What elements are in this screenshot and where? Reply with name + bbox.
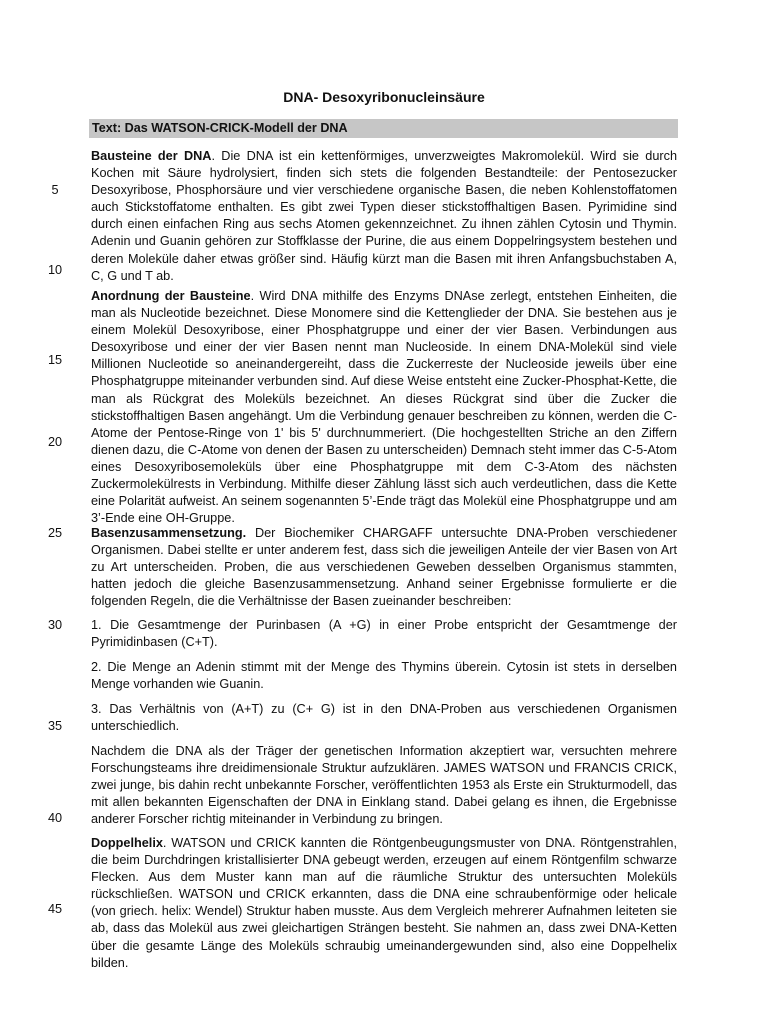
paragraph-basenzusammensetzung: [91, 525, 677, 610]
rule-3: [91, 701, 677, 735]
paragraph-heading: Basenzusammensetzung.: [91, 526, 247, 540]
paragraph-heading: Bausteine der DNA: [91, 149, 212, 163]
line-number: 30: [47, 618, 63, 632]
paragraph-bausteine: [91, 148, 677, 285]
line-number: 40: [47, 811, 63, 825]
paragraph-heading-suffix: .: [211, 149, 215, 163]
paragraph-text: Der Biochemiker CHARGAFF untersuchte DNA-Proben verschiedener Organismen. Dabei stellte er unter anderem fest, dass sich die jeweiligen Anteile der vier Basen von Art zu Art unterscheiden. Proben, die aus verschiedenen Geweben desselben Organismus stammten, hatten jedoch die gleiche Basenzusammensetzung. Anhand seiner Ergebnisse formulierte er die folgenden Regeln, die die Verhältnisse der Basen zueinander beschreiben:: [91, 526, 677, 609]
paragraph-text: Wird DNA mithilfe des Enzyms DNAse zerlegt, entstehen Einheiten, die man als Nucleotide bezeichnet. Diese Monomere sind die Kettenglieder der DNA. Sie bestehen aus je einem Molekül Desoxyribose, einer Phosphatgruppe und einer der vier Basen. Verbindungen aus Desoxyribose und einer der vier Basen nennt man Nucleoside. In einem DNA-Molekül sind viele Millionen Nucleotide so aneinandergereiht, dass die Zuckerreste der Nucleoside jeweils über eine Phosphatgruppe miteinander verbunden sind. Auf diese Weise entsteht eine Zucker-Phosphat-Kette, die man als Rückgrat des Moleküls bezeichnet. An dieses Rückgrat sind über die Zucker die stickstoffhaltigen Basen angehängt. Um die Verbindung genauer beschreiben zu können, werden die C-Atome der Pentose-Ringe von 1' bis 5' durchnummeriert. (Die hochgestellten Striche an den Ziffern dienen dazu, die C-Atome von denen der Basen zu unterscheiden) Demnach steht immer das C-5-Atom eines Desoxyribosemoleküls über eine Phosphatgruppe mit dem C-3-Atom des nächsten Zuckermolekülrests in Verbindung. Mithilfe dieser Zählung lässt sich auch verdeutlichen, dass die Kette eine Polarität aufweist. An seinem sogenannten 5’-Ende trägt das Molekül eine Phosphatgruppe und am 3’-Ende eine OH-Gruppe.: [91, 289, 678, 526]
document-title: DNA- Desoxyribonucleinsäure: [283, 89, 485, 105]
paragraph-heading-suffix: .: [250, 289, 255, 303]
paragraph-text: WATSON und CRICK kannten die Röntgenbeugungsmuster von DNA. Röntgenstrahlen, die beim Durchdringen kristallisierter DNA gebeugt werden, erzeugen auf einem Röntgenfilm schwarze Flecken. Aus dem Muster kann man auf die räumliche Struktur des untersuchten Moleküls rückschließen. WATSON und CRICK erkannten, dass die DNA eine schraubenförmige oder helicale (von griech. helix: Wendel) Struktur haben musste. Aus dem Vergleich mehrerer Aufnahmen leiteten sie ab, dass das Molekül aus zwei gleichartigen Strängen besteht. Sie nahmen an, dass zwei DNA-Ketten über die gesamte Länge des Moleküls schraubig umeinandergewunden sind, also eine Doppelhelix bilden.: [91, 836, 677, 970]
line-number: 20: [47, 435, 63, 449]
line-number: 35: [47, 719, 63, 733]
line-number: 10: [47, 263, 63, 277]
paragraph-anordnung: [91, 288, 677, 527]
line-number: 45: [47, 902, 63, 916]
rule-1: [91, 617, 677, 651]
line-number: 5: [51, 183, 59, 197]
paragraph-text: 1. Die Gesamtmenge der Purinbasen (A +G) in einer Probe entspricht der Gesamtmenge der Pyrimidinbasen (C+T).: [91, 618, 677, 650]
paragraph-doppelhelix: [91, 835, 677, 972]
subtitle-bar: Text: Das WATSON-CRICK-Modell der DNA: [89, 119, 678, 138]
line-number: 15: [47, 353, 63, 367]
paragraph-heading: Anordnung der Bausteine: [91, 289, 251, 303]
rule-2: [91, 659, 677, 693]
line-number: 25: [47, 526, 63, 540]
paragraph-text: 3. Das Verhältnis von (A+T) zu (C+ G) ist in den DNA-Proben aus verschiedenen Organismen unterschiedlich.: [91, 702, 677, 734]
paragraph-text: Nachdem die DNA als der Träger der genetischen Information akzeptiert war, versuchten mehrere Forschungsteams ihre dreidimensionale Struktur aufzuklären. JAMES WATSON und FRANCIS CRICK, zwei junge, bis dahin recht unbekannte Forscher, veröffentlichten 1953 als Erste ein Strukturmodell, das mit allen bekannten Eigenschaften der DNA in Einklang stand. Dabei gelang es ihnen, die Ergebnisse anderer Forscher richtig miteinander in Verbindung zu bringen.: [91, 744, 677, 827]
paragraph-heading-suffix: .: [162, 836, 167, 850]
paragraph-heading: Doppelhelix: [91, 836, 163, 850]
paragraph-text: 2. Die Menge an Adenin stimmt mit der Menge des Thymins überein. Cytosin ist stets in derselben Menge vorhanden wie Guanin.: [91, 660, 677, 692]
paragraph-watson-crick: [91, 743, 677, 828]
paragraph-text: Die DNA ist ein kettenförmiges, unverzweigtes Makromolekül. Wird sie durch Kochen mit Säure hydrolysiert, finden sich stets die folgenden Bestandteile: der Pentosezucker Desoxyribose, Phosphorsäure und vier verschiedene organische Basen, die neben Kohlenstoffatomen auch Stickstoffatome enthalten. Es gibt zwei Typen dieser stickstoffhaltigen Basen. Pyrimidine sind durch einen einfachen Ring aus sechs Atomen gekennzeichnet. Zu ihnen zählen Cytosin und Thymin. Adenin und Guanin gehören zur Stoffklasse der Purine, die aus einem Doppelringsystem bestehen und deren Moleküle daher etwas größer sind. Häufig kürzt man die Basen mit ihren Anfangsbuchstaben A, C, G und T ab.: [91, 149, 677, 283]
